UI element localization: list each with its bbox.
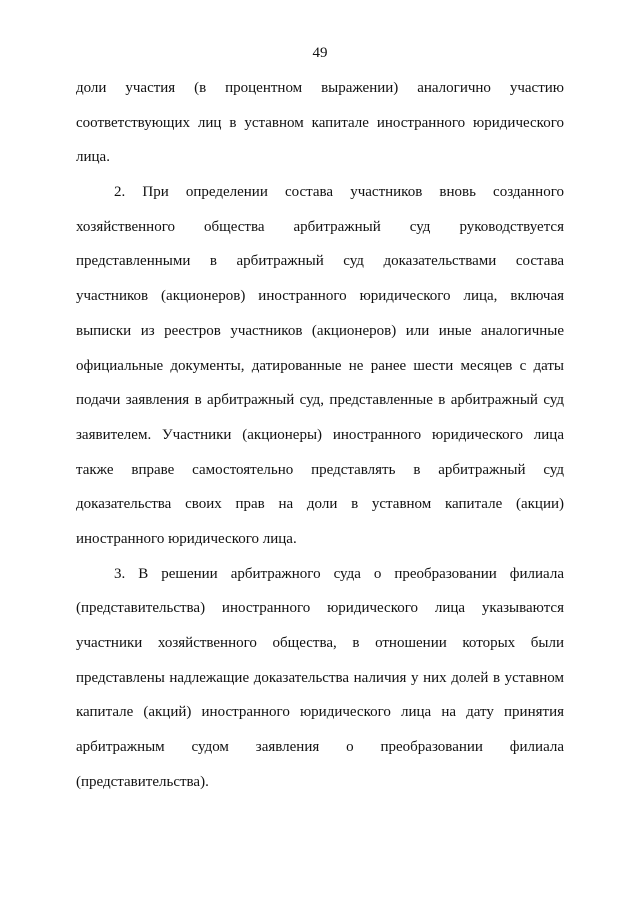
paragraph-3-line-7: (представительства). <box>76 773 209 790</box>
paragraph-3-line-4: представлены надлежащие доказательства наличия у них долей в уставном <box>76 669 564 686</box>
paragraph-3-line-6: арбитражным судом заявления о преобразовании филиала <box>76 739 564 756</box>
paragraph-2-line-2: хозяйственного общества арбитражный суд руководствуется <box>76 218 564 235</box>
paragraph-2-line-10: доказательства своих прав на доли в уставном капитале (акции) <box>76 496 564 513</box>
paragraph-2-line-9: также вправе самостоятельно представлять в арбитражный суд <box>76 461 564 478</box>
page-number: 49 <box>312 45 328 61</box>
paragraph-3-line-2: (представительства) иностранного юридического лица указываются <box>76 600 564 617</box>
paragraph-3-line-1: 3. В решении арбитражного суда о преобразовании филиала <box>114 565 564 582</box>
paragraph-2-line-6: официальные документы, датированные не ранее шести месяцев с даты <box>76 357 564 374</box>
paragraph-2-line-8: заявителем. Участники (акционеры) иностранного юридического лица <box>76 426 564 443</box>
paragraph-3-line-3: участники хозяйственного общества, в отношении которых были <box>76 635 564 651</box>
paragraph-3-line-5: капитале (акций) иностранного юридического лица на дату принятия <box>76 704 564 721</box>
paragraph-1-line-3: лица. <box>76 149 110 166</box>
paragraph-1-line-2: соответствующих лиц в уставном капитале иностранного юридического <box>76 114 564 131</box>
paragraph-2-line-5: выписки из реестров участников (акционеров) или иные аналогичные <box>76 322 564 339</box>
paragraph-1-line-1: доли участия (в процентном выражении) аналогично участию <box>76 80 564 96</box>
document-body <box>76 71 564 799</box>
paragraph-2-line-3: представленными в арбитражный суд доказательствами состава <box>76 253 564 270</box>
paragraph-2-line-4: участников (акционеров) иностранного юридического лица, включая <box>76 288 564 305</box>
paragraph-2-line-7: подачи заявления в арбитражный суд, представленные в арбитражный суд <box>76 392 564 409</box>
paragraph-2-line-11: иностранного юридического лица. <box>76 530 297 547</box>
paragraph-2-line-1: 2. При определении состава участников вновь созданного <box>114 184 564 201</box>
